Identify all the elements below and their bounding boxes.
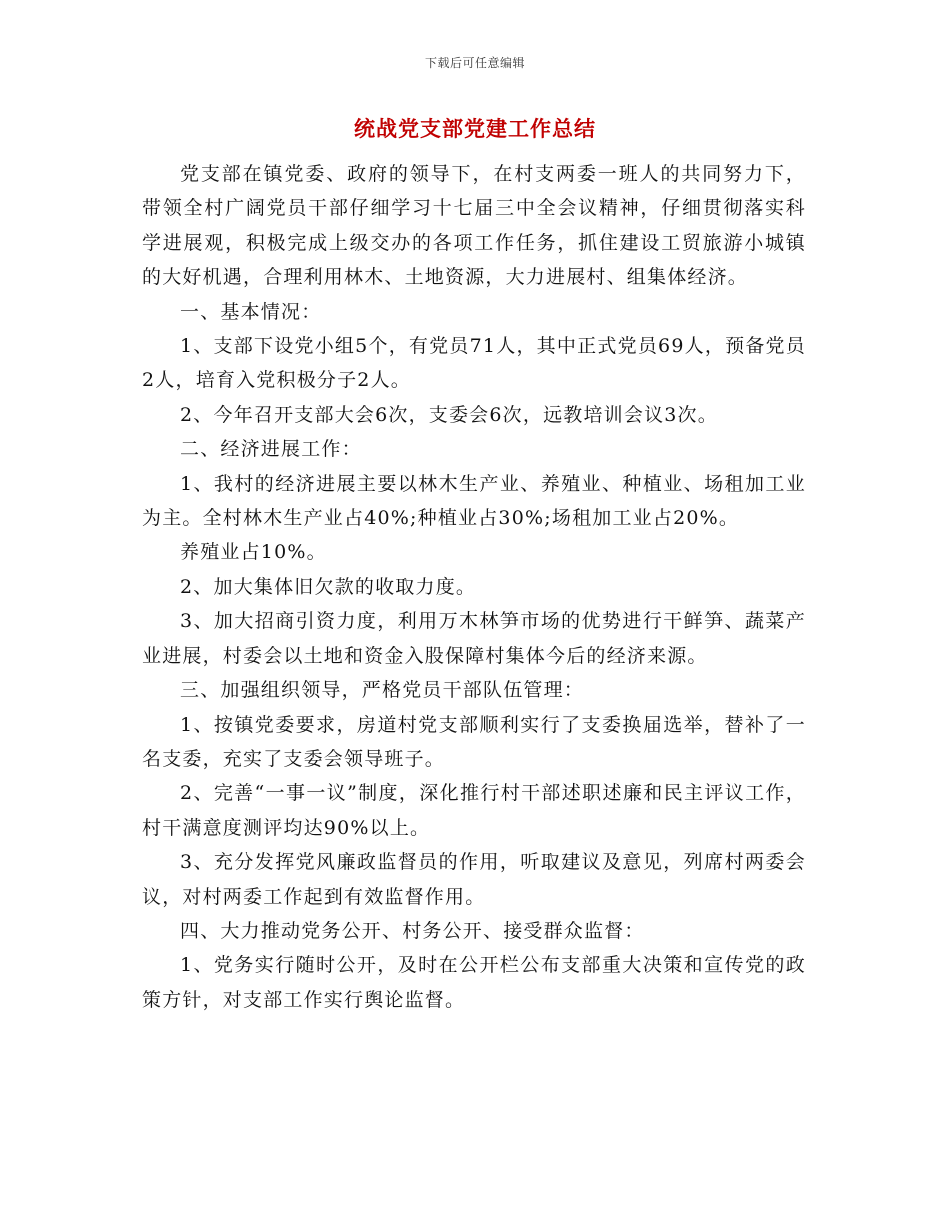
- paragraph-basic-1: 1、支部下设党小组5个，有党员71人，其中正式党员69人，预备党员2人，培育入党积极分子2人。: [142, 335, 806, 392]
- paragraph-economy-1: 1、我村的经济进展主要以林木生产业、养殖业、种植业、场租加工业为主。全村林木生产业占40%;种植业占30%;场租加工业占20%。: [142, 472, 806, 530]
- document-title: 统战党支部党建工作总结: [354, 116, 596, 141]
- paragraph-economy-1b: 养殖业占10%。: [180, 541, 327, 564]
- paragraph-transparency-1: 1、党务实行随时公开，及时在公开栏公布支部重大决策和宣传党的政策方针，对支部工作实行舆论监督。: [142, 954, 806, 1011]
- section-heading-economy: 二、经济进展工作：: [180, 438, 362, 461]
- section-heading-organization: 三、加强组织领导，严格党员干部队伍管理：: [180, 679, 585, 702]
- paragraph-organization-1: 1、按镇党委要求，房道村党支部顺利实行了支委换届选举，替补了一名支委，充实了支委会领导班子。: [142, 713, 806, 770]
- paragraph-organization-3: 3、充分发挥党风廉政监督员的作用，听取建议及意见，列席村两委会议，对村两委工作起到有效监督作用。: [142, 851, 806, 908]
- header-note: 下载后可任意编辑: [424, 56, 525, 70]
- paragraph-basic-2: 2、今年召开支部大会6次，支委会6次，远教培训会议3次。: [180, 403, 718, 426]
- document-body: [142, 157, 806, 1017]
- section-heading-basic: 一、基本情况：: [180, 300, 322, 323]
- paragraph-economy-3: 3、加大招商引资力度，利用万木林笋市场的优势进行干鲜笋、蔬菜产业进展，村委会以土地和资金入股保障村集体今后的经济来源。: [142, 610, 806, 667]
- paragraph-economy-2: 2、加大集体旧欠款的收取力度。: [180, 575, 477, 598]
- section-heading-transparency: 四、大力推动党务公开、村务公开、接受群众监督：: [180, 919, 645, 942]
- paragraph-organization-2: 2、完善“一事一议”制度，深化推行村干部述职述廉和民主评议工作，村干满意度测评均达90%以上。: [142, 782, 806, 839]
- paragraph-intro: 党支部在镇党委、政府的领导下，在村支两委一班人的共同努力下，带领全村广阔党员干部仔细学习十七届三中全会议精神，仔细贯彻落实科学进展观，积极完成上级交办的各项工作任务，抓住建设工贸旅游小城镇的大好机遇，合理利用林木、土地资源，大力进展村、组集体经济。: [142, 163, 806, 289]
